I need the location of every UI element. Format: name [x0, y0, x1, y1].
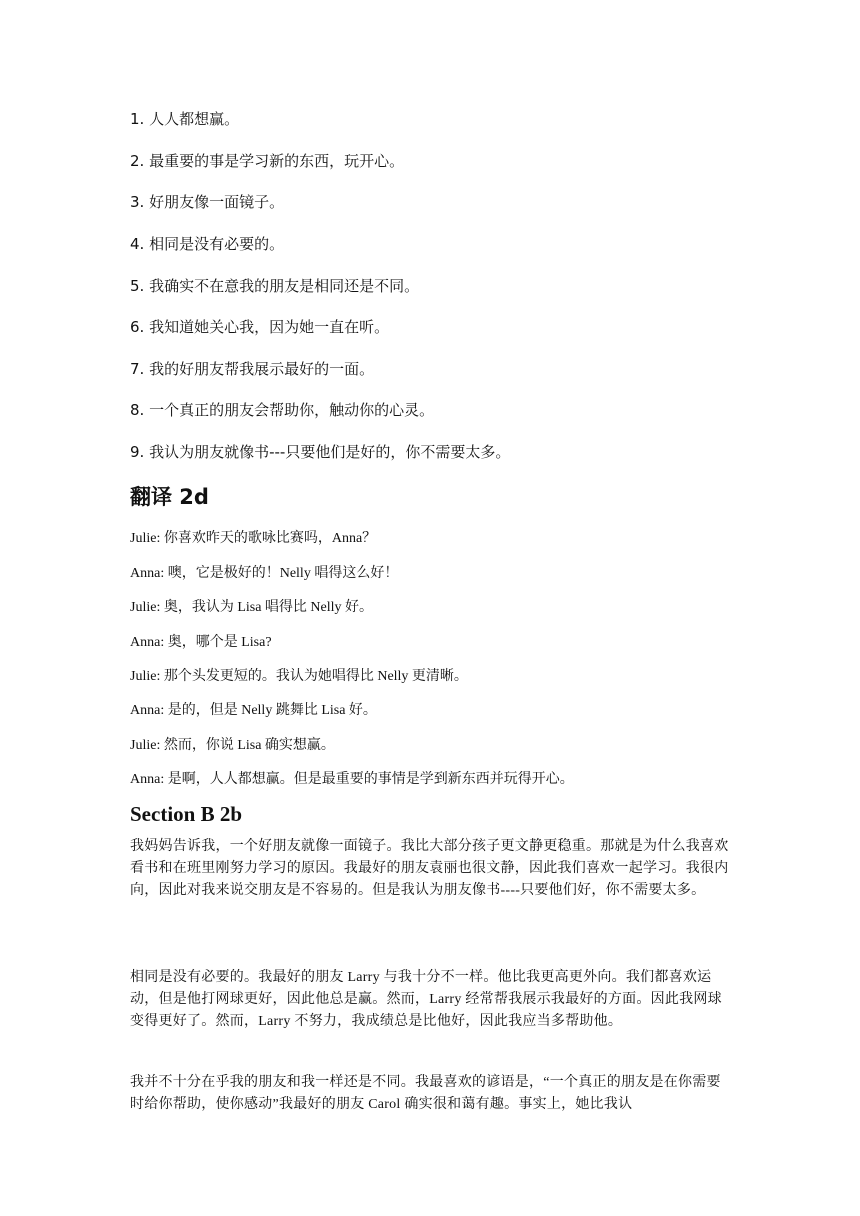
- sentence-4: 4. 相同是没有必要的。: [130, 235, 285, 253]
- sentence-3: 3. 好朋友像一面镜子。: [130, 193, 285, 211]
- paragraph-2: 相同是没有必要的。我最好的朋友 Larry 与我十分不一样。他比我更高更外向。我们都喜欢运动，但是他打网球更好，因此他总是赢。然而，Larry 经常帮我展示我最好的方面。因此我网球变得更好了。然而，Larry 不努力，我成绩总是比他好，因此我应当多帮助他。: [130, 970, 722, 1029]
- dialogue-line-1: Julie: 你喜欢昨天的歌咏比赛吗，Anna？: [130, 531, 377, 546]
- paragraph-3: 我并不十分在乎我的朋友和我一样还是不同。我最喜欢的谚语是，“一个真正的朋友是在你需要时给你帮助，使你感动”我最好的朋友 Carol 确实很和蔼有趣。事实上，她比我认: [130, 1075, 721, 1112]
- section-2d-heading: 翻译 2d: [130, 485, 209, 509]
- sentence-5: 5. 我确实不在意我的朋友是相同还是不同。: [130, 277, 420, 295]
- section-b2b-heading: Section B 2b: [130, 802, 243, 826]
- dialogue-line-5: Julie: 那个头发更短的。我认为她唱得比 Nelly 更清晰。: [130, 669, 468, 684]
- dialogue-line-2: Anna: 噢，它是极好的！Nelly 唱得这么好！: [130, 566, 399, 581]
- sentence-7: 7. 我的好朋友帮我展示最好的一面。: [130, 360, 375, 378]
- dialogue-line-8: Anna: 是啊，人人都想赢。但是最重要的事情是学到新东西并玩得开心。: [130, 772, 574, 787]
- dialogue-line-6: Anna: 是的，但是 Nelly 跳舞比 Lisa 好。: [130, 703, 377, 718]
- paragraph-1: 我妈妈告诉我，一个好朋友就像一面镜子。我比大部分孩子更文静更稳重。那就是为什么我喜欢看书和在班里刚努力学习的原因。我最好的朋友袁丽也很文静，因此我们喜欢一起学习。我很内向，因此对我来说交朋友是不容易的。但是我认为朋友像书----只要他们好，你不需要太多。: [130, 839, 729, 898]
- sentence-2: 2. 最重要的事是学习新的东西，玩开心。: [130, 152, 405, 170]
- sentence-8: 8. 一个真正的朋友会帮助你，触动你的心灵。: [130, 401, 435, 419]
- sentence-9: 9. 我认为朋友就像书---只要他们是好的，你不需要太多。: [130, 443, 511, 461]
- sentence-6: 6. 我知道她关心我，因为她一直在听。: [130, 318, 390, 336]
- dialogue-line-4: Anna: 奥，哪个是 Lisa?: [130, 635, 272, 650]
- sentence-1: 1. 人人都想赢。: [130, 110, 240, 128]
- dialogue-line-7: Julie: 然而，你说 Lisa 确实想赢。: [130, 738, 335, 753]
- dialogue-line-3: Julie: 奥，我认为 Lisa 唱得比 Nelly 好。: [130, 600, 374, 615]
